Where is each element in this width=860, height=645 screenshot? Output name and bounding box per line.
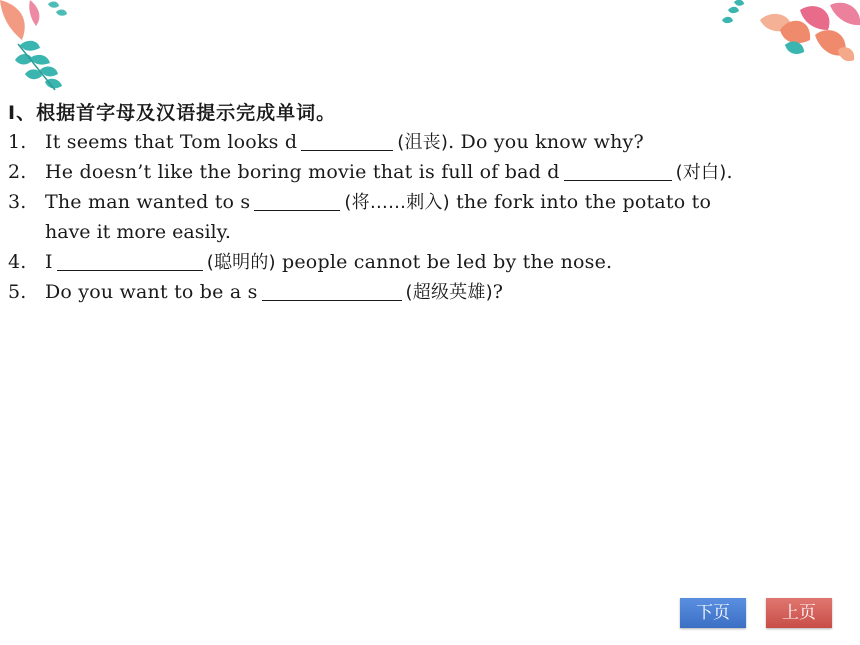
question-3-continuation: have it more easily. — [45, 221, 231, 243]
answer-blank[interactable] — [564, 160, 672, 181]
next-page-button[interactable]: 下页 — [680, 598, 746, 628]
chinese-hint: (聪明的) — [206, 252, 276, 273]
question-4 — [8, 247, 612, 278]
question-text: It seems that Tom looks d — [45, 131, 298, 153]
question-text-after: people cannot be led by the nose. — [275, 251, 613, 273]
question-text: Do you want to be a s — [45, 281, 258, 303]
question-text: I — [45, 251, 53, 273]
question-number: 2. — [8, 161, 27, 183]
question-text-after: . — [726, 161, 733, 183]
section-title: Ⅰ、根据首字母及汉语提示完成单词。 — [8, 102, 337, 124]
question-text-after: . Do you know why? — [448, 131, 644, 153]
chinese-hint: (对白) — [675, 162, 727, 183]
question-number: 1. — [8, 131, 27, 153]
question-number: 3. — [8, 191, 27, 213]
answer-blank[interactable] — [301, 130, 393, 151]
answer-blank[interactable] — [254, 190, 340, 211]
previous-page-button[interactable]: 上页 — [766, 598, 832, 628]
question-number: 5. — [8, 281, 27, 303]
question-text-after: the fork into the potato to — [449, 191, 712, 213]
question-text: He doesn’t like the boring movie that is full of bad d — [45, 161, 560, 183]
chinese-hint: (超级英雄) — [405, 282, 493, 303]
question-3 — [8, 187, 711, 218]
question-1 — [8, 127, 644, 158]
chinese-hint: (沮丧) — [397, 132, 449, 153]
question-2 — [8, 157, 733, 188]
question-text-after: ? — [492, 281, 504, 303]
answer-blank[interactable] — [57, 250, 203, 271]
question-text: The man wanted to s — [45, 191, 251, 213]
chinese-hint: (将……刺入) — [344, 192, 450, 213]
answer-blank[interactable] — [262, 280, 402, 301]
leaf-decoration-top-left — [0, 0, 80, 95]
question-number: 4. — [8, 251, 27, 273]
leaf-decoration-top-right — [720, 0, 860, 70]
question-5 — [8, 277, 503, 308]
